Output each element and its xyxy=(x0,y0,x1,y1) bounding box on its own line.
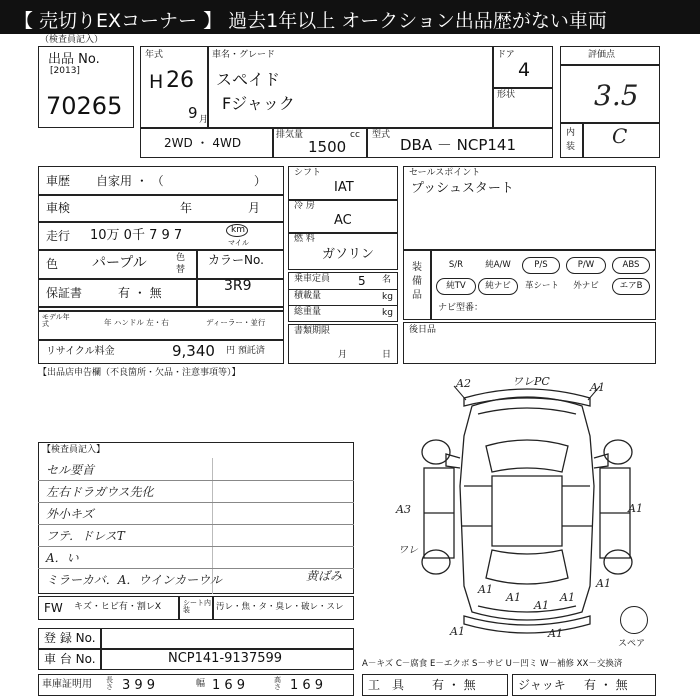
jack-value: 有 ・ 無 xyxy=(584,678,628,692)
mark-a1-rear-b: A1 xyxy=(506,591,521,604)
after-label: 後日品 xyxy=(409,325,437,335)
mark-a1-right: A1 xyxy=(628,502,643,515)
mark-a2: A2 xyxy=(456,377,471,390)
equip-tv: 純TV xyxy=(436,278,476,295)
mark-crack-pc: ワレPC xyxy=(512,375,550,388)
sales-label: セールスポイント xyxy=(409,168,481,178)
equip-ps: P/S xyxy=(522,257,560,274)
recycle-unit: 円 預託済 xyxy=(226,346,265,356)
mileage-value: 10万 0千 7 9 7 xyxy=(90,228,183,243)
interior-grade: C xyxy=(612,124,628,148)
period-label: 書類期限 xyxy=(294,326,331,336)
km-unit: km xyxy=(231,225,245,235)
color-no-label: カラーNo. xyxy=(208,253,264,267)
shaken-label: 車検 xyxy=(46,201,71,215)
sub-note: （検査員記入） xyxy=(40,35,104,45)
load-unit: kg xyxy=(382,292,393,302)
equip-navi: 純ナビ xyxy=(478,278,518,295)
chassis-number: NCP141-9137599 xyxy=(168,651,283,666)
capacity-unit: 名 xyxy=(382,275,392,285)
warranty-label: 保証書 xyxy=(46,286,83,300)
hood-line xyxy=(478,408,576,414)
right-mirror xyxy=(594,454,608,468)
year-tag: [2013] xyxy=(50,66,80,76)
mark-a1-rear-e: A1 xyxy=(548,627,563,640)
color-no: 3R9 xyxy=(224,278,252,294)
history-label: 車歴 xyxy=(46,174,71,188)
banner-header xyxy=(0,0,700,34)
trunk-line xyxy=(478,606,576,612)
color-value: パープル xyxy=(92,255,147,271)
mark-a1-rear-left: A1 xyxy=(450,625,465,638)
seat-label: シート内装 xyxy=(183,599,211,614)
displacement-label: 排気量 xyxy=(276,130,304,140)
door-label: ドア xyxy=(497,50,515,60)
equip-abs: ABS xyxy=(612,257,650,274)
length-label: 長さ xyxy=(106,676,113,691)
mile-unit: マイル xyxy=(228,239,249,247)
capacity-label: 乗車定員 xyxy=(294,274,331,284)
mark-a1-rear-right: A1 xyxy=(596,577,611,590)
cert-label: 車庫証明用 xyxy=(42,679,92,690)
car-damage-diagram xyxy=(394,376,660,646)
fw-items: キズ・ヒビ有・割レX xyxy=(74,602,161,612)
year-label: 年式 xyxy=(145,50,164,60)
model-year-label: モデル年式 xyxy=(42,313,70,328)
model-code: DBA － NCP141 xyxy=(400,136,517,154)
sales-box xyxy=(403,166,656,250)
navi-model-label: ナビ型番： xyxy=(438,303,484,313)
shaken-month: 月 xyxy=(248,201,261,215)
windshield xyxy=(486,440,568,472)
ac-label: 冷 房 xyxy=(294,201,315,211)
fuel-label: 燃 料 xyxy=(294,234,315,244)
damage-legend: A－キズ C－腐食 E－エクボ S－サビ U－凹ミ W－補修 XX－交換済 xyxy=(362,659,623,669)
load-label: 積載量 xyxy=(294,291,322,301)
left-mirror xyxy=(446,454,460,468)
height-label: 高さ xyxy=(274,676,281,691)
wheel-rl xyxy=(422,550,450,574)
car-name-label: 車名・グレード xyxy=(212,50,276,60)
inspector-label: 【検査員記入】 xyxy=(42,445,106,455)
cc-unit: cc xyxy=(350,130,360,140)
after-box xyxy=(403,322,656,364)
period-month: 月 xyxy=(338,350,348,360)
door-count: 4 xyxy=(518,59,531,81)
equip-alloy: 純A/W xyxy=(485,260,511,270)
equip-ext-navi: 外ナビ xyxy=(573,281,599,291)
dealer-label: ディーラー・並行 xyxy=(206,318,266,327)
note-line-4: フテ．ドレスT xyxy=(46,529,125,543)
note-line-1: セル要首 xyxy=(46,463,95,477)
displacement-value: 1500 xyxy=(308,138,347,156)
color-label: 色 xyxy=(46,257,59,271)
ac-value: AC xyxy=(334,213,352,228)
mark-a1-rear-d: A1 xyxy=(560,591,575,604)
interior-label: 内装 xyxy=(566,128,576,152)
note-line-5: A．い xyxy=(46,551,79,565)
mark-a1-front-right: A1 xyxy=(590,381,605,394)
score-value: 3.5 xyxy=(594,79,639,112)
model-year: 26 xyxy=(166,68,194,93)
recycle-label: リサイクル料金 xyxy=(46,346,115,357)
handle-label: 年 ハンドル 左・右 xyxy=(104,318,169,327)
month-value: 9 xyxy=(188,104,198,122)
reg-label: 登 録 No. xyxy=(44,631,96,645)
lot-label: 出品 No. xyxy=(48,52,100,67)
note-line-6: ミラーカバ．A．ウインカーウル xyxy=(46,573,222,587)
spare-label: スペア xyxy=(618,639,646,649)
shape-label: 形状 xyxy=(497,90,516,100)
recycle-value: 9,340 xyxy=(172,342,215,360)
equipment-label: 装備品 xyxy=(412,262,422,301)
score-label: 評価点 xyxy=(588,50,616,60)
wheel-fr xyxy=(604,440,632,464)
model-code-label: 型式 xyxy=(372,130,391,140)
length-value: 3 9 9 xyxy=(122,678,156,693)
weight-unit: kg xyxy=(382,308,393,318)
mileage-label: 走行 xyxy=(46,229,71,243)
jack-label: ジャッキ xyxy=(518,678,566,692)
warranty-value: 有 ・ 無 xyxy=(118,286,162,300)
mark-a1-rear-c: A1 xyxy=(534,599,549,612)
history-value: 自家用 ・ （ xyxy=(96,174,164,188)
weight-label: 総重量 xyxy=(294,307,322,317)
width-label: 幅 xyxy=(196,679,206,689)
capacity-value: 5 xyxy=(358,274,366,288)
shaken-year: 年 xyxy=(180,201,193,215)
mark-a3: A3 xyxy=(396,503,411,516)
equip-airbag: エアB xyxy=(612,278,650,295)
sales-point: プッシュスタート xyxy=(411,181,514,196)
tools-value: 有 ・ 無 xyxy=(432,678,476,692)
equip-leather: 革シート xyxy=(524,281,559,291)
fuel-value: ガソリン xyxy=(322,247,375,262)
seat-items: 汚レ・焦・タ・臭レ・破レ・スレ xyxy=(216,602,344,612)
wheel-fl xyxy=(422,440,450,464)
chassis-label: 車 台 No. xyxy=(44,652,96,666)
note-line-3: 外小キズ xyxy=(46,507,94,521)
fw-label: FW xyxy=(44,601,63,615)
note-line-2: 左右ドラガウス先化 xyxy=(46,485,154,499)
equip-sr: S/R xyxy=(448,260,464,270)
shift-label: シフト xyxy=(294,168,322,178)
lot-number: 70265 xyxy=(46,92,123,120)
tools-label: 工 具 xyxy=(368,678,405,692)
rear-bumper xyxy=(464,616,590,633)
wheel-rr xyxy=(604,550,632,574)
month-unit: 月 xyxy=(199,115,209,125)
mark-crack-left: ワレ xyxy=(398,545,418,556)
shift-value: IAT xyxy=(334,180,354,195)
banner-title: 【 売切りEXコーナー 】 過去1年以上 オークション出品歴がない車両 xyxy=(14,10,607,32)
mark-a1-rear-a: A1 xyxy=(478,583,493,596)
note-extra: 黄ばみ xyxy=(306,569,343,583)
car-name: スペイド xyxy=(216,70,281,89)
seller-declaration-label: 【出品店申告欄（不良箇所・欠品・注意事項等）】 xyxy=(38,368,241,378)
period-day: 日 xyxy=(382,350,392,360)
width-value: 1 6 9 xyxy=(212,678,246,693)
grade-name: Fジャック xyxy=(222,94,295,113)
color-change-label: 色替 xyxy=(176,253,186,275)
era: H xyxy=(149,71,164,93)
history-close: ） xyxy=(254,174,267,188)
height-value: 1 6 9 xyxy=(290,678,324,693)
roof xyxy=(492,476,562,546)
equip-pw: P/W xyxy=(566,257,606,274)
rear-window xyxy=(486,550,568,584)
drive-type: 2WD ・ 4WD xyxy=(164,136,242,150)
